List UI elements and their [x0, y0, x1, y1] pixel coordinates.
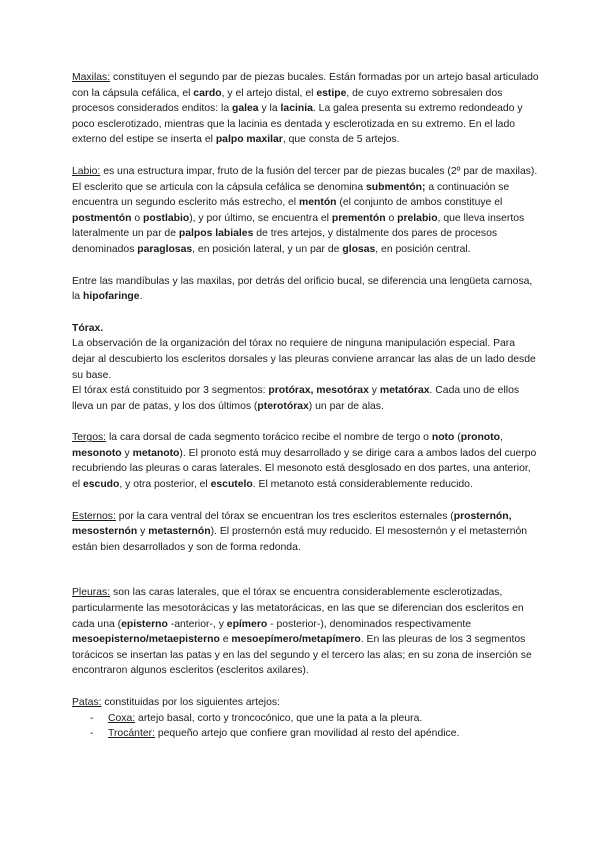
- text-run: . El metanoto está considerablemente reducido.: [252, 479, 473, 491]
- text-run: . La galea presenta su extremo redondeado y poco esclerotizado, mientras que la lacinia es dentada y esclerotizada en su extremo. En el lado externo del estipe se inserta el: [72, 103, 523, 146]
- text-run: es una estructura impar, fruto de la fusión del tercer par de piezas bucales (2º par de maxilas). El esclerito que se articula con la cápsula cefálica se denomina: [72, 165, 538, 193]
- trocanter-term: Trocánter:: [108, 728, 155, 740]
- text-run: ), y por último, se encuentra el: [189, 212, 332, 224]
- bold-term: metanoto: [132, 447, 180, 459]
- coxa-term: Coxa:: [108, 712, 136, 724]
- list-item: [90, 711, 540, 727]
- text-run: y: [368, 385, 380, 397]
- tergos-paragraph: [72, 430, 540, 492]
- bold-term: mentón: [299, 197, 337, 209]
- bold-term: galea: [232, 103, 259, 115]
- torax-heading: [72, 321, 540, 337]
- text-run: (: [454, 432, 461, 444]
- text-run: El tórax está constituido por 3 segmentos:: [72, 385, 269, 397]
- maxilas-term: Maxilas:: [72, 72, 111, 83]
- bold-term: protórax, mesotórax: [268, 385, 369, 397]
- bold-term: metatórax: [379, 385, 430, 397]
- bold-term: cardo: [193, 87, 222, 99]
- bold-term: estipe: [316, 87, 347, 99]
- text-run: ). El prosternón está muy reducido. El mesosternón y el metasternón están bien desarrollados y son de forma redonda.: [72, 526, 528, 553]
- torax-segments: [72, 383, 540, 414]
- list-dash: -: [90, 728, 94, 740]
- text-run: , en posición central.: [375, 243, 471, 255]
- maxilas-paragraph: [72, 70, 540, 148]
- list-dash: -: [90, 712, 94, 724]
- patas-term: Patas:: [72, 697, 102, 708]
- bold-term: hipofaringe: [82, 291, 140, 303]
- tergos-term: Tergos:: [72, 432, 107, 444]
- text-run: artejo basal, corto y troncocónico, que une la pata a la pleura.: [135, 712, 423, 724]
- text-run: , en posición lateral, y un par de: [192, 243, 343, 255]
- text-run: . En las pleuras de los 3 segmentos torácicos se insertan las patas y en las del segundo y el tercero las alas; en su zona de inserción se encontraron algunos escleritos (escleritos axilares).: [72, 634, 532, 677]
- text-run: , de cuyo extremo sobresalen dos procesos considerados enditos: la: [72, 87, 503, 115]
- text-run: -anterior-, y: [167, 618, 227, 630]
- bold-term: glosas: [342, 243, 376, 255]
- text-run: son las caras laterales, que el tórax se encuentra considerablemente esclerotizadas, particularmente las mesotorácicas y las metatorácicas, en las que se diferencian dos escleritos en cada una (: [72, 587, 524, 630]
- text-run: , y otra posterior, el: [119, 479, 211, 491]
- bold-term: escudo: [82, 479, 120, 491]
- esternos-paragraph: [72, 509, 540, 556]
- esternos-term: Esternos:: [72, 510, 116, 522]
- bold-term: mesonoto: [72, 447, 122, 459]
- bold-term: prementón: [331, 212, 386, 224]
- text-run: constituidas por los siguientes artejos:: [101, 697, 280, 708]
- text-run: a continuación se encuentra un segundo esclerito más estrecho, el: [72, 181, 510, 209]
- text-run: e: [219, 634, 232, 646]
- patas-paragraph: [72, 695, 540, 711]
- text-run: . Cada uno de ellos lleva un par de patas, y los dos últimos (: [72, 385, 520, 412]
- text-run: , que consta de 5 artejos.: [282, 134, 400, 146]
- text-run: o: [131, 212, 144, 224]
- text-run: y: [121, 447, 133, 459]
- bold-term: epímero: [226, 618, 268, 630]
- text-run: y: [137, 526, 149, 538]
- hipofaringe-paragraph: [72, 274, 540, 305]
- text-run: la cara dorsal de cada segmento torácico recibe el nombre de tergo o: [106, 432, 432, 444]
- text-run: pequeño artejo que confiere gran movilidad al resto del apéndice.: [154, 728, 460, 740]
- bold-term: paraglosas: [137, 243, 193, 255]
- text-run: y la: [258, 103, 281, 115]
- bold-term: lacinia: [280, 103, 313, 115]
- labio-term: Labio:: [72, 165, 101, 177]
- pleuras-term: Pleuras:: [72, 587, 111, 599]
- bold-term: mesoepisterno/metaepisterno: [72, 634, 220, 646]
- torax-intro: La observación de la organización del tórax no requiere de ninguna manipulación especial. Para dejar al descubierto los escleritos dorsales y las pleuras conviene arrancar las alas de un lado desde su base.: [72, 338, 536, 381]
- section-heading: Tórax.: [72, 322, 104, 334]
- text-run: por la cara ventral del tórax se encuentran los tres escleritos esternales (: [115, 510, 454, 522]
- text-run: ,: [499, 432, 503, 444]
- text-run: .: [139, 291, 143, 303]
- text-run: o: [385, 212, 398, 224]
- bold-term: noto: [431, 432, 455, 444]
- bold-term: prelabio: [397, 212, 438, 224]
- text-run: - posterior-), denominados respectivamente: [267, 618, 472, 630]
- text-run: constituyen el segundo par de piezas bucales. Están formadas por un artejo basal articulado con la cápsula cefálica, el: [72, 72, 539, 99]
- text-run: de tres artejos, y distalmente dos pares de procesos denominados: [72, 228, 498, 255]
- text-run: , que lleva insertos lateralmente un par de: [72, 212, 525, 240]
- bold-term: escutelo: [210, 479, 253, 491]
- text-run: ) un par de alas.: [308, 400, 384, 412]
- bold-term: prosternón, mesosternón: [72, 510, 512, 538]
- patas-list: [72, 711, 540, 742]
- text-run: , y el artejo distal, el: [221, 87, 317, 99]
- bold-term: palpos labiales: [178, 228, 254, 240]
- text-run: ). El pronoto está muy desarrollado y se dirige cara a ambos lados del cuerpo recubriendo las pleuras o caras laterales. El mesonoto está desglosado en dos partes, una anterior, el: [72, 447, 537, 491]
- bold-term: postmentón: [72, 212, 132, 224]
- bold-term: palpo maxilar: [215, 134, 283, 146]
- bold-term: episterno: [121, 618, 168, 630]
- text-run: Entre las mandíbulas y las maxilas, por detrás del orificio bucal, se diferencia una lengüeta carnosa, la: [72, 275, 533, 303]
- bold-term: postlabio: [143, 212, 190, 224]
- pleuras-paragraph: [72, 585, 540, 679]
- list-item: [90, 726, 540, 742]
- bold-term: metasternón: [148, 526, 211, 538]
- labio-paragraph: [72, 164, 540, 258]
- bold-term: mesoepímero/metapímero: [231, 634, 361, 646]
- text-run: (el conjunto de ambos constituye el: [336, 197, 503, 209]
- bold-term: submentón;: [366, 181, 426, 193]
- bold-term: pronoto: [460, 432, 500, 444]
- bold-term: pterotórax: [257, 400, 309, 412]
